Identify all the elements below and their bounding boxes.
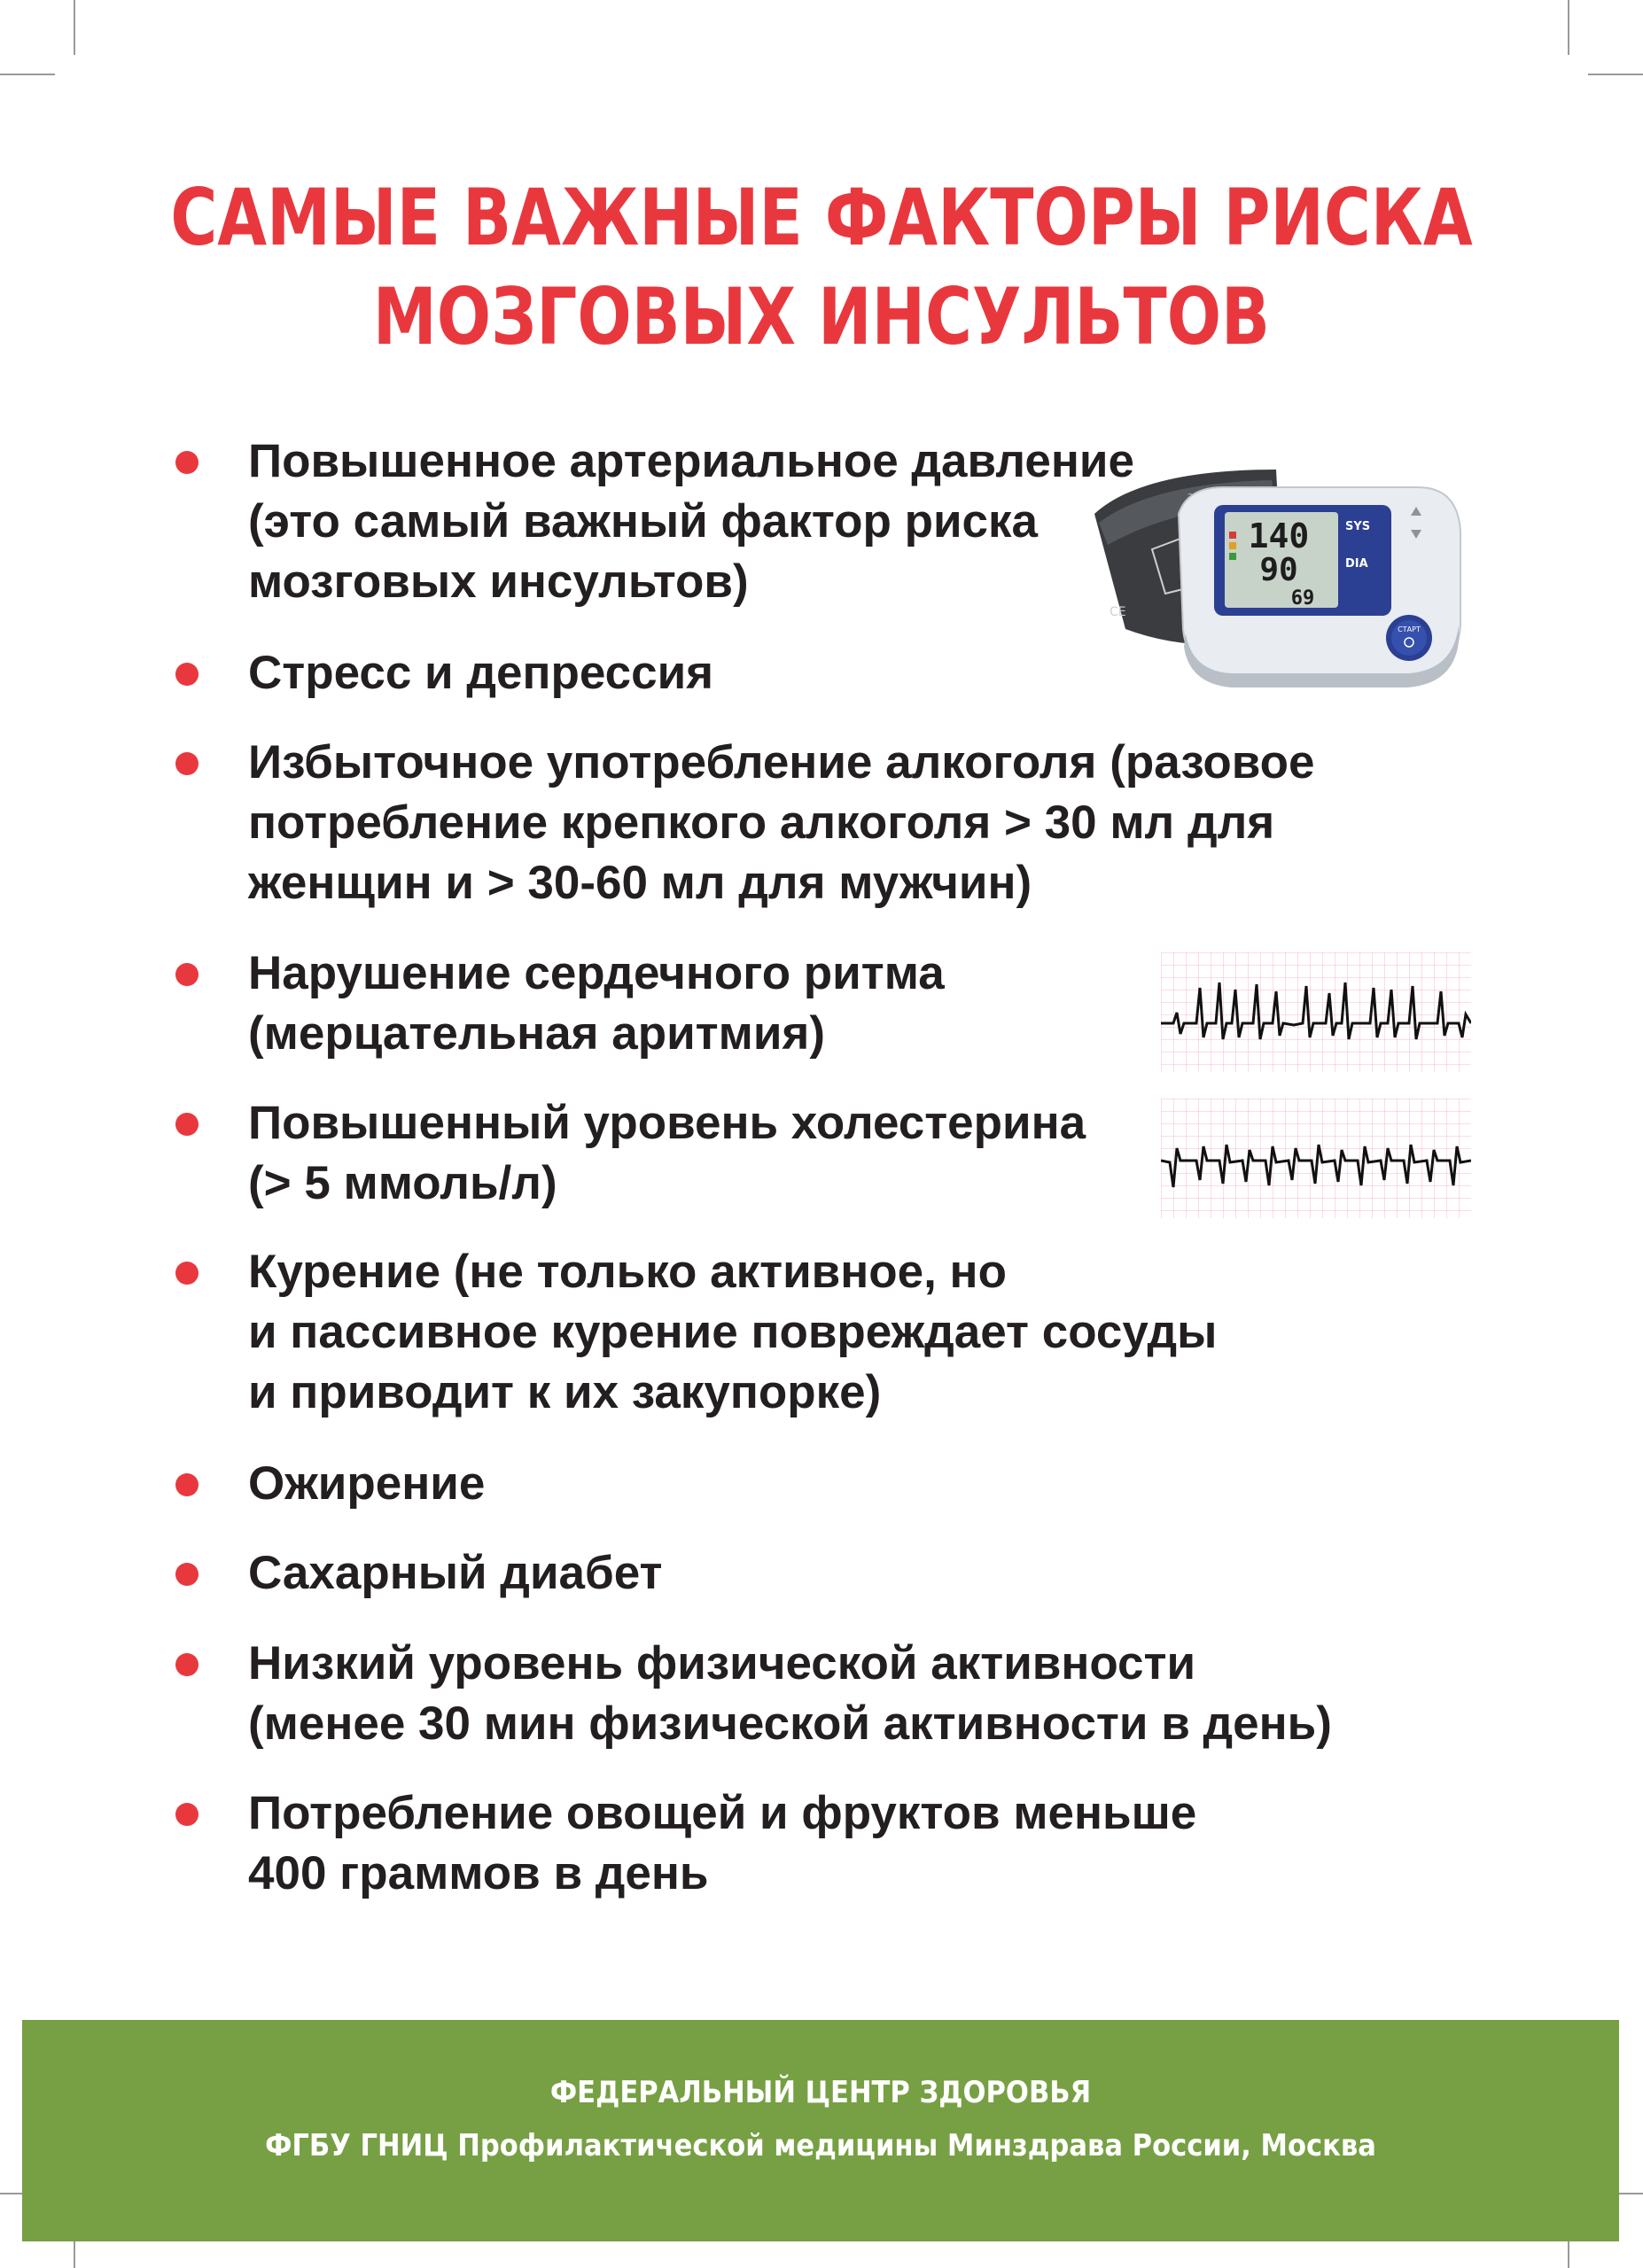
list-item-line: Низкий уровень физической активности: [248, 1637, 1196, 1689]
list-item: [248, 1242, 1217, 1423]
sys-label: SYS: [1345, 520, 1371, 533]
list-item-line: (менее 30 мин физической активности в день): [248, 1697, 1332, 1750]
bullet-icon: [175, 1803, 199, 1826]
list-item-line: мозговых инсультов): [248, 555, 749, 608]
list-item: [248, 643, 713, 703]
bullet-icon: [175, 752, 199, 775]
list-item-line: Повышенный уровень холестерина: [248, 1097, 1086, 1149]
list-item: [248, 1093, 1086, 1214]
svg-text:CE: CE: [1110, 605, 1126, 619]
list-item-line: и приводит к их закупорке): [248, 1366, 882, 1418]
list-item-line: Сахарный диабет: [248, 1547, 663, 1599]
bullet-icon: [175, 1473, 199, 1496]
list-item: [248, 1634, 1332, 1754]
list-item-line: Избыточное употребление алкоголя (разовое: [248, 736, 1315, 788]
sys-value: 140: [1248, 517, 1310, 555]
list-item-line: (это самый важный фактор риска: [248, 495, 1039, 548]
list-item: [248, 1783, 1196, 1904]
list-item-line: Потребление овощей и фруктов меньше: [248, 1787, 1197, 1839]
bullet-icon: [175, 1262, 199, 1285]
bullet-icon: [175, 1113, 199, 1136]
bullet-icon: [175, 663, 199, 686]
list-item-line: женщин и > 30-60 мл для мужчин): [248, 857, 1032, 909]
ecg-arrhythmia-icon: [1161, 952, 1471, 1072]
list-item-line: Ожирение: [248, 1457, 486, 1510]
list-item: [248, 733, 1314, 913]
list-item-line: Повышенное артериальное давление: [248, 435, 1134, 487]
list-item-line: Нарушение сердечного ритма: [248, 947, 945, 999]
bullet-icon: [175, 451, 199, 474]
footer-institution: ФГБУ ГНИЦ Профилактической медицины Минздрава России, Москва: [265, 2128, 1376, 2163]
footer-organization: ФЕДЕРАЛЬНЫЙ ЦЕНТР ЗДОРОВЬЯ: [549, 2075, 1092, 2110]
dia-label: DIA: [1345, 557, 1368, 571]
list-item: [248, 944, 945, 1064]
list-item-line: 400 граммов в день: [248, 1847, 709, 1899]
list-item: [248, 1543, 662, 1604]
list-item: [248, 1454, 485, 1514]
list-item-line: и пассивное курение повреждает сосуды: [248, 1306, 1218, 1358]
bullet-icon: [175, 1563, 199, 1586]
list-item-line: Стресс и депрессия: [248, 647, 714, 699]
start-label: СТАРТ: [1398, 625, 1421, 633]
ecg-rhythm-icon: [1161, 1099, 1471, 1218]
bullet-icon: [175, 963, 199, 986]
title-line: МОЗГОВЫХ ИНСУЛЬТОВ: [372, 271, 1271, 362]
bullet-icon: [175, 1653, 199, 1676]
list-item-line: потребление крепкого алкоголя > 30 мл для: [248, 796, 1275, 849]
list-item-line: Курение (не только активное, но: [248, 1246, 1007, 1298]
list-item-line: (> 5 ммоль/л): [248, 1157, 557, 1209]
list-item-line: (мерцательная аритмия): [248, 1007, 825, 1060]
pulse-value: 69: [1290, 587, 1315, 610]
footer: [22, 2020, 1619, 2241]
dia-value: 90: [1259, 552, 1298, 588]
title-line: САМЫЕ ВАЖНЫЕ ФАКТОРЫ РИСКА: [170, 172, 1473, 263]
blood-pressure-monitor-icon: [1090, 452, 1471, 691]
list-item: [248, 431, 1134, 612]
